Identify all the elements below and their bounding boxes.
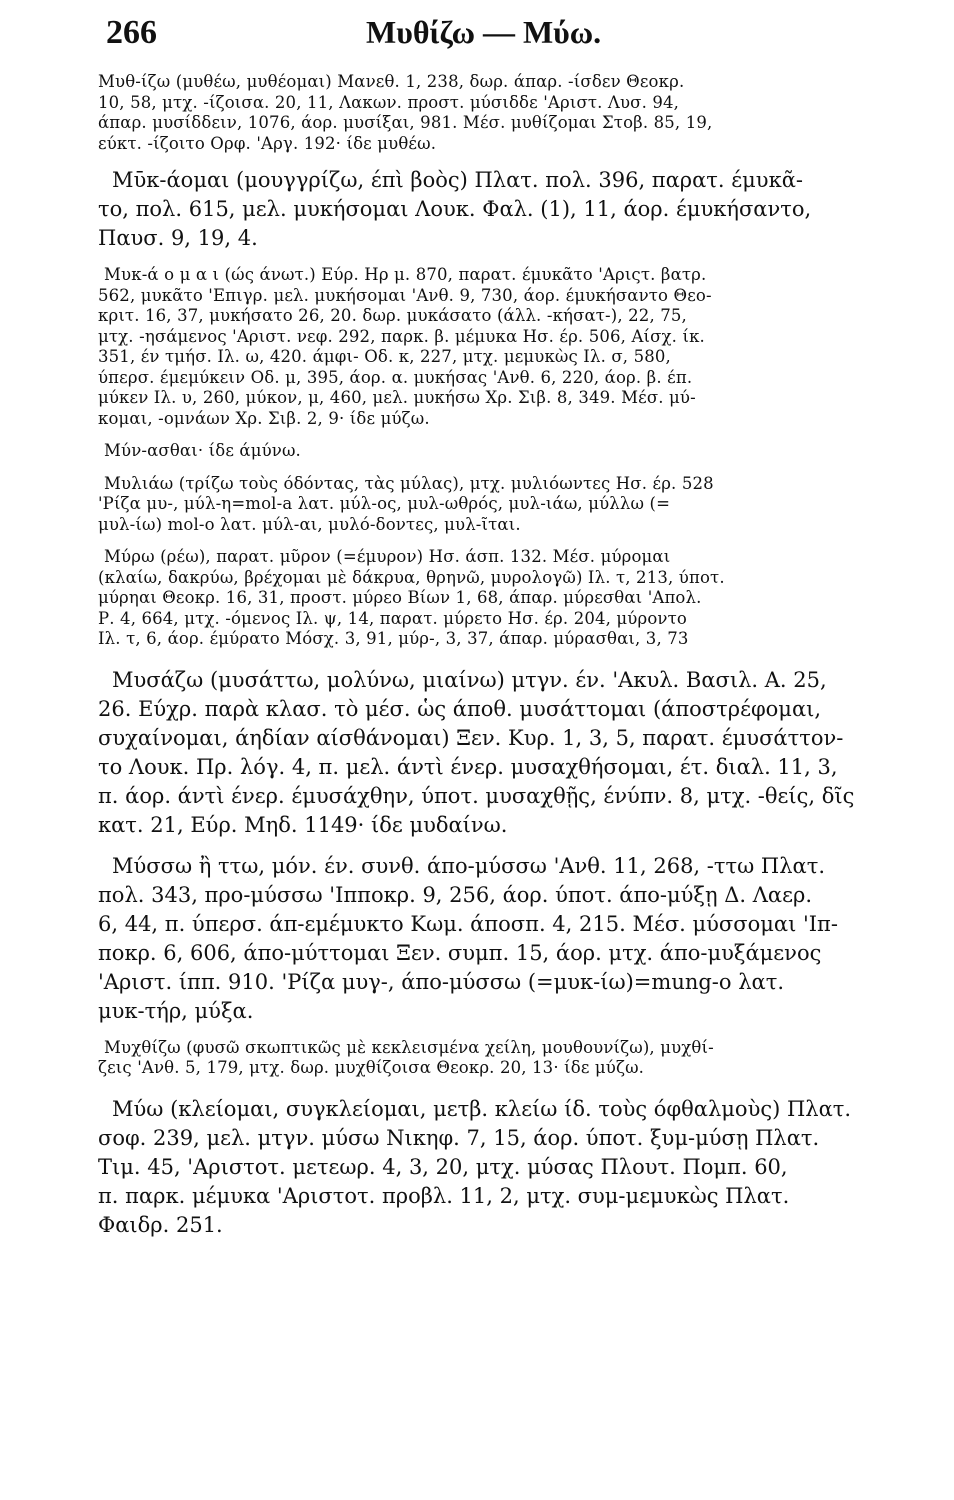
- entry-line: ποκρ. 6, 606, άπο-μύττομαι Ξεν. συμπ. 15, άορ. μτχ. άπο-μυξάμενος: [98, 940, 822, 965]
- dictionary-body: [98, 72, 888, 1240]
- entry-line: το Λουκ. Πρ. λόγ. 4, π. μελ. άντὶ ένερ. μυσαχθήσομαι, έτ. διαλ. 11, 3,: [98, 754, 838, 779]
- entry-line: συχαίνομαι, άηδίαν αίσθάνομαι) Ξεν. Κυρ. 1, 3, 5, παρατ. έμυσάττον-: [98, 725, 844, 750]
- entry-mykaomai-2: [98, 265, 888, 429]
- page-header: [106, 14, 884, 64]
- entry-headline: Μύν-ασθαι· ίδε άμύνω.: [104, 441, 301, 460]
- entry-line: μτχ. -ησάμενος 'Αριστ. νεφ. 292, παρκ. β. μέμυκα Ησ. έρ. 506, Αίσχ. ίκ.: [98, 326, 705, 346]
- entry-line: κομαι, -ομνάων Χρ. Σιβ. 2, 9· ίδε μύζω.: [98, 408, 430, 428]
- entry-line: 562, μυκᾶτο 'Επιγρ. μελ. μυκήσομαι 'Ανθ. 9, 730, άορ. έμυκήσαντο Θεο-: [98, 285, 712, 305]
- entry-line: 26. Εύχρ. παρὰ κλασ. τὸ μέσ. ὡς άποθ. μυσάττομαι (άποστρέφομαι,: [98, 696, 822, 721]
- entry-line: 6, 44, π. ύπερσ. άπ-εμέμυκτο Κωμ. άποσπ. 4, 215. Μέσ. μύσσομαι 'Ιπ-: [98, 911, 838, 936]
- entry-line: μυκ-τήρ, μύξα.: [98, 998, 254, 1023]
- entry-headline: Μῡκ-άομαι (μουγγρίζω, έπὶ βοὸς) Πλατ. πολ. 396, παρατ. έμυκᾶ-: [112, 168, 803, 192]
- entry-line: μύρηαι Θεοκρ. 16, 31, προστ. μύρεο Βίων 1, 68, άπαρ. μύρεσθαι 'Απολ.: [98, 588, 702, 607]
- entry-mykaomai: [98, 166, 888, 253]
- entry-headline: Μυλιάω (τρίζω τοὺς όδόντας, τὰς μύλας), μτχ. μυλιόωντες Ησ. έρ. 528: [104, 473, 714, 493]
- entry-line: 351, έν τμήσ. Ιλ. ω, 420. άμφι- Οδ. κ, 227, μτχ. μεμυκὼς Ιλ. σ, 580,: [98, 347, 671, 366]
- entry-mysazo: [98, 666, 888, 840]
- entry-line: Τιμ. 45, 'Αριστοτ. μετεωρ. 4, 3, 20, μτχ. μύσας Πλουτ. Πομπ. 60,: [98, 1154, 788, 1179]
- entry-mythizo: [98, 72, 888, 154]
- entry-myro: [98, 547, 888, 650]
- entry-line: μύκεν Ιλ. υ, 260, μύκον, μ, 460, μελ. μυκήσω Χρ. Σιβ. 8, 349. Μέσ. μύ-: [98, 388, 696, 407]
- entry-myliao: [98, 474, 888, 536]
- entry-line: μυλ-ίω) mol-o λατ. μύλ-αι, μυλό-δοντες, μυλ-ῖται.: [98, 514, 521, 534]
- entry-line: Ρ. 4, 664, μτχ. -όμενος Ιλ. ψ, 14, παρατ. μύρετο Ησ. έρ. 204, μύροντο: [98, 608, 687, 628]
- entry-line: 'Αριστ. ίππ. 910. 'Ρίζα μυγ-, άπο-μύσσω (=μυκ-ίω)=mung-o λατ.: [98, 969, 785, 994]
- entry-line: 'Ρίζα μυ-, μύλ-η=mol-a λατ. μύλ-ος, μυλ-ωθρός, μυλ-ιάω, μύλλω (=: [98, 494, 671, 513]
- entry-headline: Μυσάζω (μυσάττω, μολύνω, μιαίνω) μτγν. έν. 'Ακυλ. Βασιλ. Α. 25,: [112, 667, 827, 692]
- entry-mychthizo: [98, 1038, 888, 1079]
- entry-line: σοφ. 239, μελ. μτγν. μύσω Νικηφ. 7, 15, άορ. ύποτ. ξυμ-μύσῃ Πλατ.: [98, 1125, 820, 1150]
- entry-line: πολ. 343, προ-μύσσω 'Ιπποκρ. 9, 256, άορ. ύποτ. άπο-μύξῃ Δ. Λαερ.: [98, 882, 813, 907]
- entry-myo: [98, 1095, 888, 1240]
- entry-headline: Μύω (κλείομαι, συγκλείομαι, μετβ. κλείω ίδ. τοὺς όφθαλμοὺς) Πλατ.: [112, 1096, 852, 1121]
- entry-line: Παυσ. 9, 19, 4.: [98, 226, 258, 250]
- entry-line: ζεις 'Ανθ. 5, 179, μτχ. δωρ. μυχθίζοισα Θεοκρ. 20, 13· ίδε μύζω.: [98, 1058, 645, 1077]
- entry-line: κατ. 21, Εύρ. Μηδ. 1149· ίδε μυδαίνω.: [98, 812, 508, 837]
- page-number: 266: [106, 14, 157, 51]
- entry-headline: Μύρω (ρέω), παρατ. μῦρον (=έμυρον) Ησ. άσπ. 132. Μέσ. μύρομαι: [104, 547, 671, 566]
- entry-line: π. άορ. άντὶ ένερ. έμυσάχθην, ύποτ. μυσαχθῇς, ένύπν. 8, μτχ. -θείς, δῖς: [98, 783, 855, 808]
- entry-line: εύκτ. -ίζοιτο Ορφ. 'Αργ. 192· ίδε μυθέω.: [98, 133, 437, 153]
- entry-line: ύπερσ. έμεμύκειν Οδ. μ, 395, άορ. α. μυκήσας 'Ανθ. 6, 220, άορ. β. έπ.: [98, 367, 693, 387]
- entry-line: κριτ. 16, 37, μυκήσατο 26, 20. δωρ. μυκάσατο (άλλ. -κήσατ-), 22, 75,: [98, 306, 687, 325]
- entry-line: Ιλ. τ, 6, άορ. έμύρατο Μόσχ. 3, 91, μύρ-, 3, 37, άπαρ. μύρασθαι, 3, 73: [98, 629, 689, 648]
- entry-line: άπαρ. μυσίδδειν, 1076, άορ. μυσίξαι, 981. Μέσ. μυθίζομαι Στοβ. 85, 19,: [98, 113, 713, 132]
- entry-headline: Μυκ-ά ο μ α ι (ώς άνωτ.) Εύρ. Ηρ μ. 870, παρατ. έμυκᾶτο 'Αριςτ. βατρ.: [104, 265, 707, 284]
- entry-mynasthai: [98, 441, 888, 462]
- entry-line: 10, 58, μτχ. -ίζοισα. 20, 11, Λακων. προστ. μύσιδδε 'Αριστ. Λυσ. 94,: [98, 92, 680, 112]
- entry-mysso: [98, 852, 888, 1026]
- entry-headline: Μυχθίζω (φυσῶ σκωπτικῶς μὲ κεκλεισμένα χείλη, μουθουνίζω), μυχθί-: [104, 1037, 714, 1057]
- entry-line: Φαιδρ. 251.: [98, 1212, 223, 1237]
- entry-line: (κλαίω, δακρύω, βρέχομαι μὲ δάκρυα, θρηνῶ, μυρολογῶ) Ιλ. τ, 213, ύποτ.: [98, 567, 725, 587]
- entry-headline: Μύσσω ἢ ττω, μόν. έν. συνθ. άπο-μύσσω 'Ανθ. 11, 268, -ττω Πλατ.: [112, 853, 826, 878]
- entry-headline: Μυθ-ίζω (μυθέω, μυθέομαι) Μανεθ. 1, 238, δωρ. άπαρ. -ίσδεν Θεοκρ.: [98, 72, 685, 91]
- entry-line: π. παρκ. μέμυκα 'Αριστοτ. προβλ. 11, 2, μτχ. συμ-μεμυκὼς Πλατ.: [98, 1183, 790, 1208]
- entry-line: το, πολ. 615, μελ. μυκήσομαι Λουκ. Φαλ. (1), 11, άορ. έμυκήσαντο,: [98, 197, 812, 221]
- running-title: Μυθίζω — Μύω.: [366, 14, 602, 50]
